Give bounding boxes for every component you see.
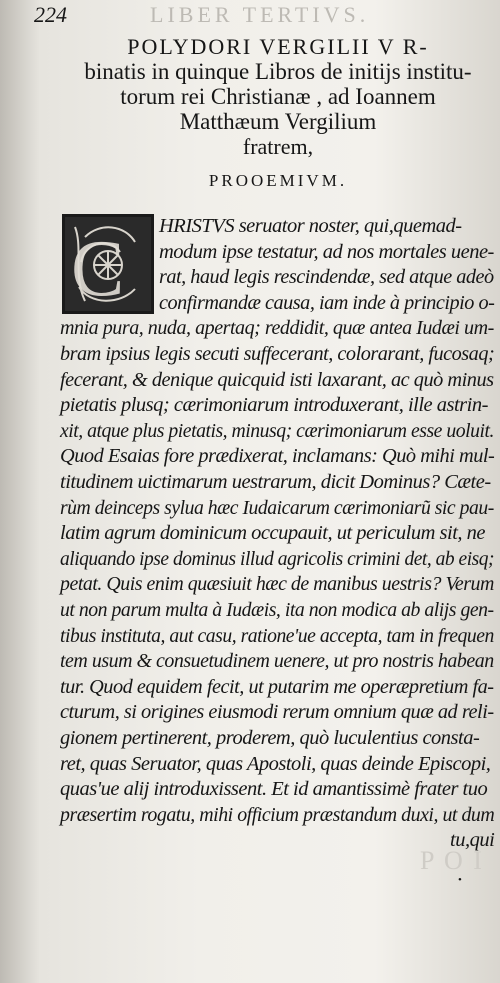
body-line: quas'ue alij introduxissent. Et id amantissimè frater tuo (60, 778, 488, 801)
body-line: cturum, si origines eiusmodi rerum omnium quæ ad reli- (60, 701, 494, 724)
body-line: pietatis plusq; cærimoniarum introduxerant, ille astrin- (60, 394, 488, 417)
signature-mark: • (458, 874, 462, 886)
body-line: gionem pertinerent, proderem, quò luculentius consta- (60, 727, 480, 749)
bleed-through-header: LIBER TERTIVS. (150, 2, 370, 27)
title-line-1: POLYDORI VERGILII V R- (127, 34, 429, 59)
body-line: rùm deinceps sylua hæc Iudaicarum cærimoniarũ sic pau- (60, 496, 494, 519)
body-line: ret, quas Seruator, quas Apostoli, quas deinde Episcopi, (60, 752, 491, 775)
ornamental-initial-icon (62, 214, 154, 314)
body-line: ut non parum multa à Iudæis, ita non modica ab alijs gen- (60, 599, 494, 621)
body-line: latim agrum dominicum occupauit, ut periculum sit, ne (60, 522, 486, 545)
body-line: titudinem uictimarum uestrarum, dicit Dominus? Cæte- (60, 471, 491, 493)
svg-text:C: C (71, 225, 125, 311)
body-line: tur. Quod equidem fecit, ut putarim me operæpretium fa- (60, 675, 494, 698)
body-line: rat, haud legis rescindendæ, sed atque adeò (159, 266, 494, 289)
title-line-4: Matthæum Vergilium (179, 109, 377, 134)
title-block (58, 34, 498, 159)
page-number: 224 (34, 2, 67, 27)
body-line: modum ipse testatur, ad nos mortales uene- (159, 240, 494, 263)
body-line: tibus instituta, aut casu, ratione'ue accepta, tam in frequen (60, 624, 494, 647)
title-line-2: binatis in quinque Libros de initijs institu- (84, 59, 472, 84)
drop-cap-c (65, 217, 151, 311)
body-line: præsertim rogatu, mihi officium præstandum duxi, ut dum (60, 803, 495, 826)
title-line-3: torum rei Christianæ , ad Ioannem (120, 84, 436, 109)
catchword: tu,qui (450, 829, 495, 852)
body-line: petat. Quis enim quæsiuit hæc de manibus uestris? Verum (60, 573, 494, 596)
body-line: fecerant, & denique quicquid isti laxarant, ac quò minus (60, 368, 494, 391)
body-line: HRISTVS seruator noster, qui,quemad- (159, 215, 462, 237)
body-line: Quod Esaias fore prædixerat, inclamans: Quò mihi mul- (60, 445, 495, 468)
body-line: xit, atque plus pietatis, minusq; cærimoniarum esse uoluit. (60, 419, 494, 442)
bleed-through-footer: P O I (420, 846, 484, 875)
body-line: tem usum & consuetudinem uenere, ut pro nostris habean (60, 650, 494, 673)
section-heading: PROOEMIVM. (208, 171, 348, 190)
body-line: aliquando ipse dominus illud agricolis crimini det, ab eisq; (60, 547, 495, 570)
title-line-5: fratrem, (242, 134, 314, 159)
body-line: bram ipsius legis secuti suffecerant, colorarant, fucosaq; (60, 343, 495, 365)
body-line: confirmandæ causa, iam inde à principio o- (159, 291, 495, 314)
body-line: mnia pura, nuda, apertaq; reddidit, quæ antea Iudæi um- (60, 317, 494, 340)
